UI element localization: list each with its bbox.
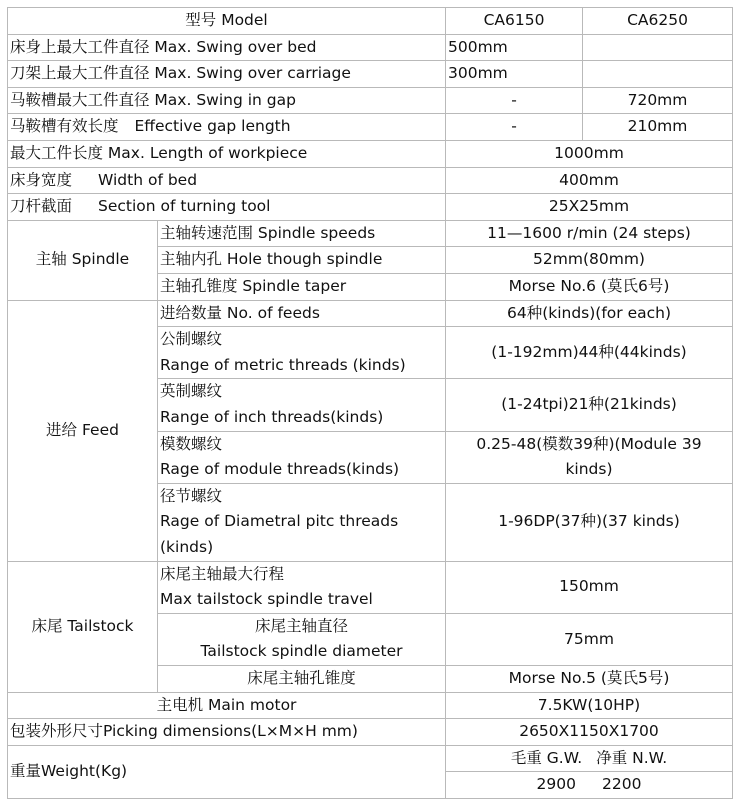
tailstock-travel-value: 150mm xyxy=(446,561,733,613)
swing-over-bed-label: 床身上最大工件直径 Max. Swing over bed xyxy=(8,34,446,61)
feed-group-label: 进给 Feed xyxy=(8,300,158,561)
tailstock-taper-label: 床尾主轴孔锥度 xyxy=(158,666,446,693)
spindle-hole-value: 52mm(80mm) xyxy=(446,247,733,274)
turning-tool-value: 25X25mm xyxy=(446,194,733,221)
metric-threads-label-en: Range of metric threads (kinds) xyxy=(160,355,406,374)
inch-threads-label-cn: 英制螺纹 xyxy=(160,382,223,401)
inch-threads-value: (1-24tpi)21种(21kinds) xyxy=(446,379,733,431)
diametral-threads-label xyxy=(158,483,446,561)
tailstock-group-label: 床尾 Tailstock xyxy=(8,561,158,692)
gap-length-label xyxy=(8,114,446,141)
turning-tool-label xyxy=(8,194,446,221)
tailstock-travel-label-en: Max tailstock spindle travel xyxy=(160,590,373,609)
tailstock-diameter-label-cn: 床尾主轴直径 xyxy=(254,616,348,635)
tailstock-diameter-label-en: Tailstock spindle diameter xyxy=(200,642,403,661)
workpiece-length-value: 1000mm xyxy=(446,140,733,167)
picking-dimensions-row xyxy=(8,719,733,746)
bed-width-value: 400mm xyxy=(446,167,733,194)
swing-in-gap-ca6250: 720mm xyxy=(583,87,733,114)
bed-width-label-cn: 床身宽度 xyxy=(10,170,73,189)
diametral-threads-value: 1-96DP(37种)(37 kinds) xyxy=(446,483,733,561)
turning-tool-row xyxy=(8,194,733,221)
gap-length-label-en: Effective gap length xyxy=(134,117,291,136)
tailstock-travel-label xyxy=(158,561,446,613)
spindle-speeds-label: 主轴转速范围 Spindle speeds xyxy=(158,220,446,247)
header-label: 型号 Model xyxy=(8,8,446,35)
gap-length-row xyxy=(8,114,733,141)
header-model-ca6150: CA6150 xyxy=(446,8,583,35)
swing-over-bed-row xyxy=(8,34,733,61)
net-weight-label: 净重 N.W. xyxy=(596,748,668,767)
tailstock-travel-label-cn: 床尾主轴最大行程 xyxy=(160,564,285,583)
gross-weight-value: 2900 xyxy=(536,775,576,794)
gap-length-ca6150: - xyxy=(446,114,583,141)
spindle-taper-label: 主轴孔锥度 Spindle taper xyxy=(158,273,446,300)
header-model-ca6250: CA6250 xyxy=(583,8,733,35)
feeds-count-value: 64种(kinds)(for each) xyxy=(446,300,733,327)
diametral-threads-label-cn: 径节螺纹 xyxy=(160,486,223,505)
swing-in-gap-row xyxy=(8,87,733,114)
swing-over-carriage-label: 刀架上最大工件直径 Max. Swing over carriage xyxy=(8,61,446,88)
swing-in-gap-label: 马鞍槽最大工件直径 Max. Swing in gap xyxy=(8,87,446,114)
bed-width-row xyxy=(8,167,733,194)
spindle-group-label: 主轴 Spindle xyxy=(8,220,158,300)
header-row xyxy=(8,8,733,35)
diametral-threads-label-en: Rage of Diametral pitc threads (kinds) xyxy=(160,512,399,556)
module-threads-value: 0.25-48(模数39种)(Module 39 kinds) xyxy=(446,431,733,483)
inch-threads-label-en: Range of inch threads(kinds) xyxy=(160,407,384,426)
weight-col-labels xyxy=(446,745,733,772)
workpiece-length-label: 最大工件长度 Max. Length of workpiece xyxy=(8,140,446,167)
main-motor-value: 7.5KW(10HP) xyxy=(446,692,733,719)
tailstock-diameter-value: 75mm xyxy=(446,613,733,665)
module-threads-label-en: Rage of module threads(kinds) xyxy=(160,460,400,479)
spec-table xyxy=(7,7,733,799)
spindle-taper-value: Morse No.6 (莫氏6号) xyxy=(446,273,733,300)
swing-over-bed-ca6150: 500mm xyxy=(446,34,583,61)
gap-length-label-cn: 马鞍槽有效长度 xyxy=(10,117,119,136)
net-weight-value: 2200 xyxy=(602,775,642,794)
feeds-count-label: 进给数量 No. of feeds xyxy=(158,300,446,327)
module-threads-label-cn: 模数螺纹 xyxy=(160,434,223,453)
gross-weight-label: 毛重 G.W. xyxy=(510,748,583,767)
tailstock-travel-row xyxy=(8,561,733,613)
swing-over-bed-ca6250 xyxy=(583,34,733,61)
turning-tool-label-cn: 刀杆截面 xyxy=(10,197,73,216)
picking-dimensions-label: 包装外形尺寸Picking dimensions(L×M×H mm) xyxy=(8,719,446,746)
main-motor-row xyxy=(8,692,733,719)
bed-width-label xyxy=(8,167,446,194)
metric-threads-value: (1-192mm)44种(44kinds) xyxy=(446,327,733,379)
tailstock-diameter-label xyxy=(158,613,446,665)
workpiece-length-row xyxy=(8,140,733,167)
swing-in-gap-ca6150: - xyxy=(446,87,583,114)
weight-values xyxy=(446,772,733,799)
spindle-speeds-row xyxy=(8,220,733,247)
spindle-hole-label: 主轴内孔 Hole though spindle xyxy=(158,247,446,274)
spindle-speeds-value: 11—1600 r/min (24 steps) xyxy=(446,220,733,247)
turning-tool-label-en: Section of turning tool xyxy=(98,197,271,216)
swing-over-carriage-ca6150: 300mm xyxy=(446,61,583,88)
module-threads-label xyxy=(158,431,446,483)
feeds-count-row xyxy=(8,300,733,327)
gap-length-ca6250: 210mm xyxy=(583,114,733,141)
inch-threads-label xyxy=(158,379,446,431)
tailstock-taper-value: Morse No.5 (莫氏5号) xyxy=(446,666,733,693)
swing-over-carriage-row xyxy=(8,61,733,88)
swing-over-carriage-ca6250 xyxy=(583,61,733,88)
metric-threads-label-cn: 公制螺纹 xyxy=(160,330,223,349)
metric-threads-label xyxy=(158,327,446,379)
picking-dimensions-value: 2650X1150X1700 xyxy=(446,719,733,746)
weight-label: 重量Weight(Kg) xyxy=(8,745,446,798)
main-motor-label: 主电机 Main motor xyxy=(8,692,446,719)
bed-width-label-en: Width of bed xyxy=(98,170,198,189)
weight-labels-row xyxy=(8,745,733,772)
